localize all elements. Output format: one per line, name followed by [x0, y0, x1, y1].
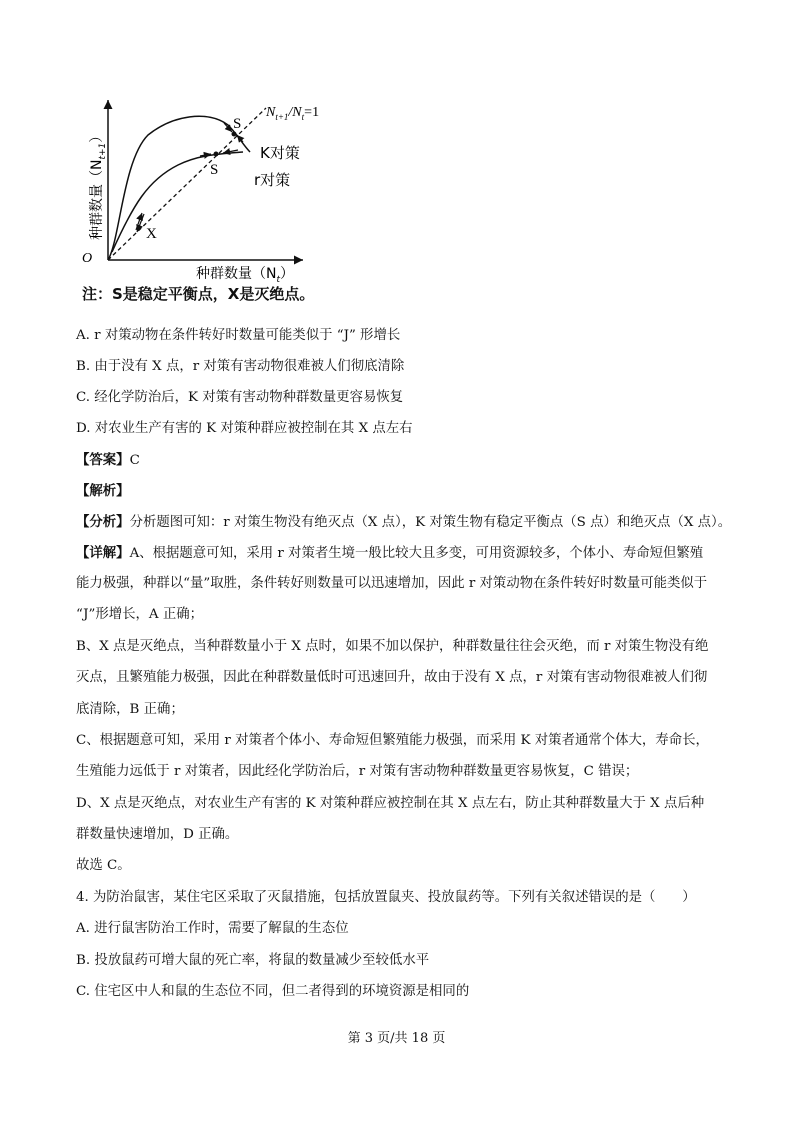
q4-option-c: C. 住宅区中人和鼠的生态位不同，但二者得到的环境资源是相同的	[76, 984, 470, 999]
q4-option-b: B. 投放鼠药可增大鼠的死亡率，将鼠的数量减少至较低水平	[76, 953, 430, 968]
k-curve-label: K对策	[260, 144, 300, 162]
figure-note: 注：S是稳定平衡点，X是灭绝点。	[82, 285, 315, 303]
y-axis-label: 种群数量$(N_{t+1})$	[89, 128, 108, 240]
fenxi-line: 【分析】分析题图可知：r 对策生物没有绝灭点（X 点），K 对策生物有稳定平衡点（S 点）和绝灭点（X 点）。	[76, 514, 732, 530]
k-strategy-curve	[108, 116, 250, 260]
detail-line-6: 底清除，B 正确；	[76, 702, 184, 717]
x-axis-label: 种群数量$(N_t)$	[196, 266, 295, 285]
detail-line-10: 群数量快速增加，D 正确。	[76, 827, 239, 842]
point-x-label: X	[146, 226, 157, 242]
page-footer: 第 3 页/共 18 页	[347, 1031, 446, 1046]
population-graph	[78, 90, 340, 312]
option-c: C. 经化学防治后，K 对策有害动物种群数量更容易恢复	[76, 390, 404, 405]
detail-line-9: D、X 点是灭绝点，对农业生产有害的 K 对策种群应被控制在其 X 点左右，防止其种群数量大于 X 点后种	[76, 796, 705, 811]
detail-line-1: 【详解】A、根据题意可知，采用 r 对策者生境一般比较大且多变，可用资源较多，个体小、寿命短但繁殖	[76, 545, 704, 561]
point-s-lower-label: S	[210, 162, 219, 178]
stable-point-upper	[232, 132, 237, 137]
detail-line-4: B、X 点是灭绝点，当种群数量小于 X 点时，如果不加以保护，种群数量往往会灭绝，而 r 对策生物没有绝	[76, 639, 709, 654]
detail-line-2: 能力极强，种群以“量”取胜，条件转好则数量可以迅速增加，因此 r 对策动物在条件转好时数量可能类似于	[76, 576, 708, 591]
detail-line-3: “J”形增长，A 正确；	[76, 607, 204, 622]
detail-line-5: 灭点，且繁殖能力极强，因此在种群数量低时可迅速回升，故由于没有 X 点，r 对策有害动物很难被人们彻	[76, 670, 708, 685]
r-curve-label: r对策	[254, 171, 291, 189]
answer-line	[76, 450, 140, 471]
q4-option-a: A. 进行鼠害防治工作时，需要了解鼠的生态位	[76, 921, 349, 936]
detail-line-8: 生殖能力远低于 r 对策者，因此经化学防治后，r 对策有害动物种群数量更容易恢复，C 错误；	[76, 764, 639, 779]
arrow-s-upper-right	[237, 135, 243, 142]
question-4-stem: 4. 为防治鼠害，某住宅区采取了灭鼠措施，包括放置鼠夹、投放鼠药等。下列有关叙述错误的是（ ）	[76, 890, 696, 905]
equilibrium-line	[108, 108, 266, 260]
detail-line-7: C、根据题意可知，采用 r 对策者个体小、寿命短但繁殖能力极强，而采用 K 对策者通常个体大，寿命长，	[76, 733, 709, 748]
answer-value: C	[129, 453, 140, 468]
analysis-heading: 【解析】	[76, 483, 130, 499]
answer-tag: 【答案】	[76, 452, 130, 468]
population-figure	[78, 90, 340, 312]
diagonal-label: $N_{t+1}/N_t=1$	[266, 105, 320, 122]
point-s-upper-label: S	[233, 116, 242, 132]
option-a: A. r 对策动物在条件转好时数量可能类似于 “J” 形增长	[76, 328, 401, 343]
option-d: D. 对农业生产有害的 K 对策种群应被控制在其 X 点左右	[76, 421, 413, 436]
stable-point-lower	[214, 152, 219, 157]
origin-label: O	[82, 251, 93, 266]
option-b: B. 由于没有 X 点，r 对策有害动物很难被人们彻底清除	[76, 359, 405, 374]
detail-line-11: 故选 C。	[76, 858, 131, 873]
